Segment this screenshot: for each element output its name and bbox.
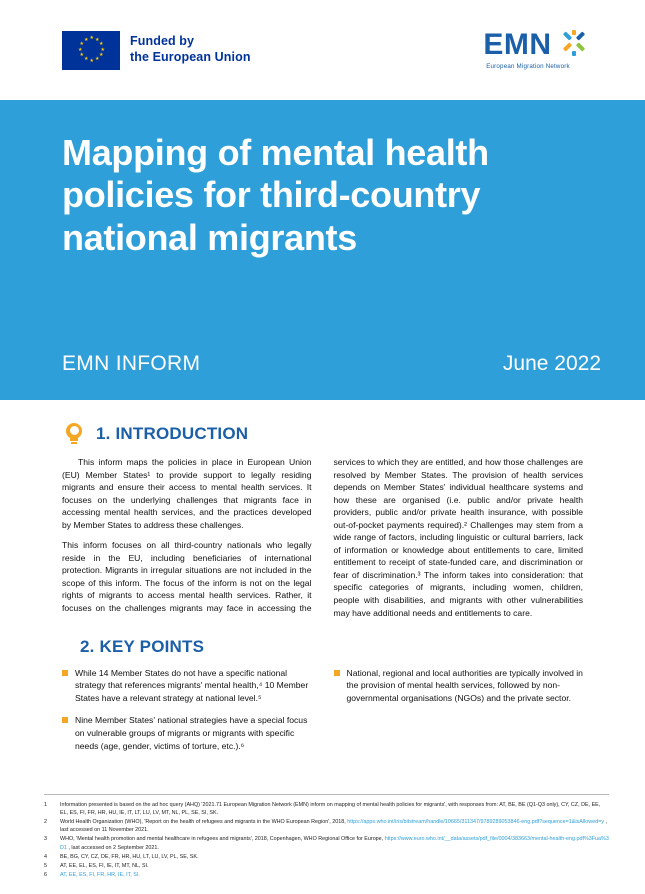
footnote-number: 1 [44,802,47,809]
eu-flag-icon: ★ ★ ★ ★ ★ ★ ★ ★ ★ ★ ★ ★ [62,31,120,70]
keypoint-text: National, regional and local authorities are typically involved in the provision of mental health services, followed by non-governmental organisations (NGOs) and the private sector. [346,667,583,703]
footnote-2 [44,818,609,834]
keypoint-text: Nine Member States' national strategies have a special focus on vulnerable groups of migrants or migrants with specific needs (age, gender, victims of torture, etc.).⁶ [75,715,308,751]
list-item [62,667,312,705]
footnote-number: 4 [44,853,47,860]
hero-banner [0,100,645,400]
footnote-text: AT, EE, EL, ES, FI, IE, IT, MT, NL, SI. [60,862,149,869]
page-title: Mapping of mental health policies for third-country national migrants [62,132,489,258]
footnote-text: Information presented is based on the ad hoc query (AHQ) '2021.71 European Migration Network (EMN) inform on mapping of mental health policies for migrants', with responses from: AT, BE, BE (Q1-Q3 only), CY, CZ, DE, EE, EL, ES, FI, FR, HR, HU, IE, IT, LT, LU, LV, MT, NL, PL, SE, SI, SK. [60,802,601,817]
document-content [0,400,645,752]
publication-date: June 2022 [502,352,601,375]
hero-footer [62,352,601,376]
footnote-number: 2 [44,819,47,826]
introduction-body [62,456,583,621]
keypoint-text: While 14 Member States do not have a specific national strategy that references migrants' mental health,⁴ 10 Member States have a relevant strategy at national level.⁵ [75,667,309,703]
footnote-link[interactable]: AT, EE, ES, FI, FR, HR, IE, IT, SI. [60,871,140,878]
intro-paragraph-2: This inform focuses on all third-country nationals who legally reside in the EU, including beneficiaries of international protection. Migrants in irregular situations are not included in the scope of this inform. The focus of the inform is not on the legal rights of migrants to access mental health services. Rather, it focuses on the challenges migrants may face in accessing the services to which they are entitled, and how those challenges are resolved by Member States. The provision of health services depends on Member States' individual healthcare systems and how these are organised (i.e. public and/or private health providers, public and/or private health insurance, with possible out-of-pocket payments required).² Challenges may stem from a wide range of factors, including linguistic or cultural barriers, lack of information or knowledge about entitlements to care, limited entitlement to receipt of state-funded care, and discrimination or fear of discrimination.³ The inform takes into consideration: that specific categories of migrants, including women, children, people with disabilities, and migrants with other vulnerabilities may have additional needs and entitlements to care. [62,457,583,618]
footnote-link[interactable]: https://www.euro.who.int/__data/assets/pdf_file/0004/383663/mental-health-eng.pdf%3Fua%3D1 [60,836,609,851]
eu-funding-line1: Funded by [130,34,195,49]
header-logo-strip [0,0,645,100]
footnote-5 [44,862,609,870]
footnote-text: WHO, 'Mental health promotion and mental healthcare in refugees and migrants', 2018, Copenhagen, WHO Regional Office for Europe, [60,836,384,843]
footnote-6 [44,871,609,879]
eu-funding-label [130,34,251,65]
document-type-label: EMN INFORM [62,352,201,375]
emn-acronym: EMN [483,28,552,61]
footnotes-block [44,794,609,880]
footnote-text: BE, BG, CY, CZ, DE, FR, HR, HU, LT, LU, LV, PL, SE, SK. [60,853,199,860]
list-item [334,667,584,705]
footnote-3 [44,835,609,851]
footnote-4 [44,853,609,861]
introduction-heading [62,422,601,446]
footnote-tail: , last accessed on 11 November 2021. [60,819,607,834]
emn-full-name: European Migration Network [486,63,570,70]
bullet-square-icon [62,670,68,676]
section-title-introduction: 1. INTRODUCTION [96,424,249,443]
footnote-link[interactable]: https://apps.who.int/iris/bitstream/handle/10665/311347/9789289053846-eng.pdf?sequence=1&isAllowed=y [347,819,604,826]
keypoints-list [62,667,583,752]
footnote-tail: , last accessed on 2 September 2021. [68,844,159,851]
section-title-keypoints: 2. KEY POINTS [80,636,205,656]
footnote-body [60,835,609,851]
bullet-square-icon [62,717,68,723]
intro-paragraph-1: This inform maps the policies in place in European Union (EU) Member States¹ to provide support to legally residing migrants and ensure their access to mental health services. It focuses on the underlying challenges that migrants face in accessing mental health services, and the practices developed by Member States to address these challenges. [62,457,312,530]
emn-logo [463,30,593,70]
bullet-square-icon [334,670,340,676]
footnote-number: 5 [44,862,47,869]
keypoints-heading [62,637,601,657]
footnote-body [60,818,609,834]
footnote-number: 3 [44,836,47,843]
emn-starburst-icon [559,30,593,60]
eu-funding-line2: the European Union [130,50,251,64]
footnote-number: 6 [44,871,47,878]
lightbulb-icon [62,422,86,446]
footnote-1 [44,801,609,817]
list-item [62,714,312,752]
footnote-text: World Health Organization (WHO), 'Report on the health of refugees and migrants in the WHO European Region', 2018, [60,819,346,826]
eu-funding-logo [62,31,251,70]
